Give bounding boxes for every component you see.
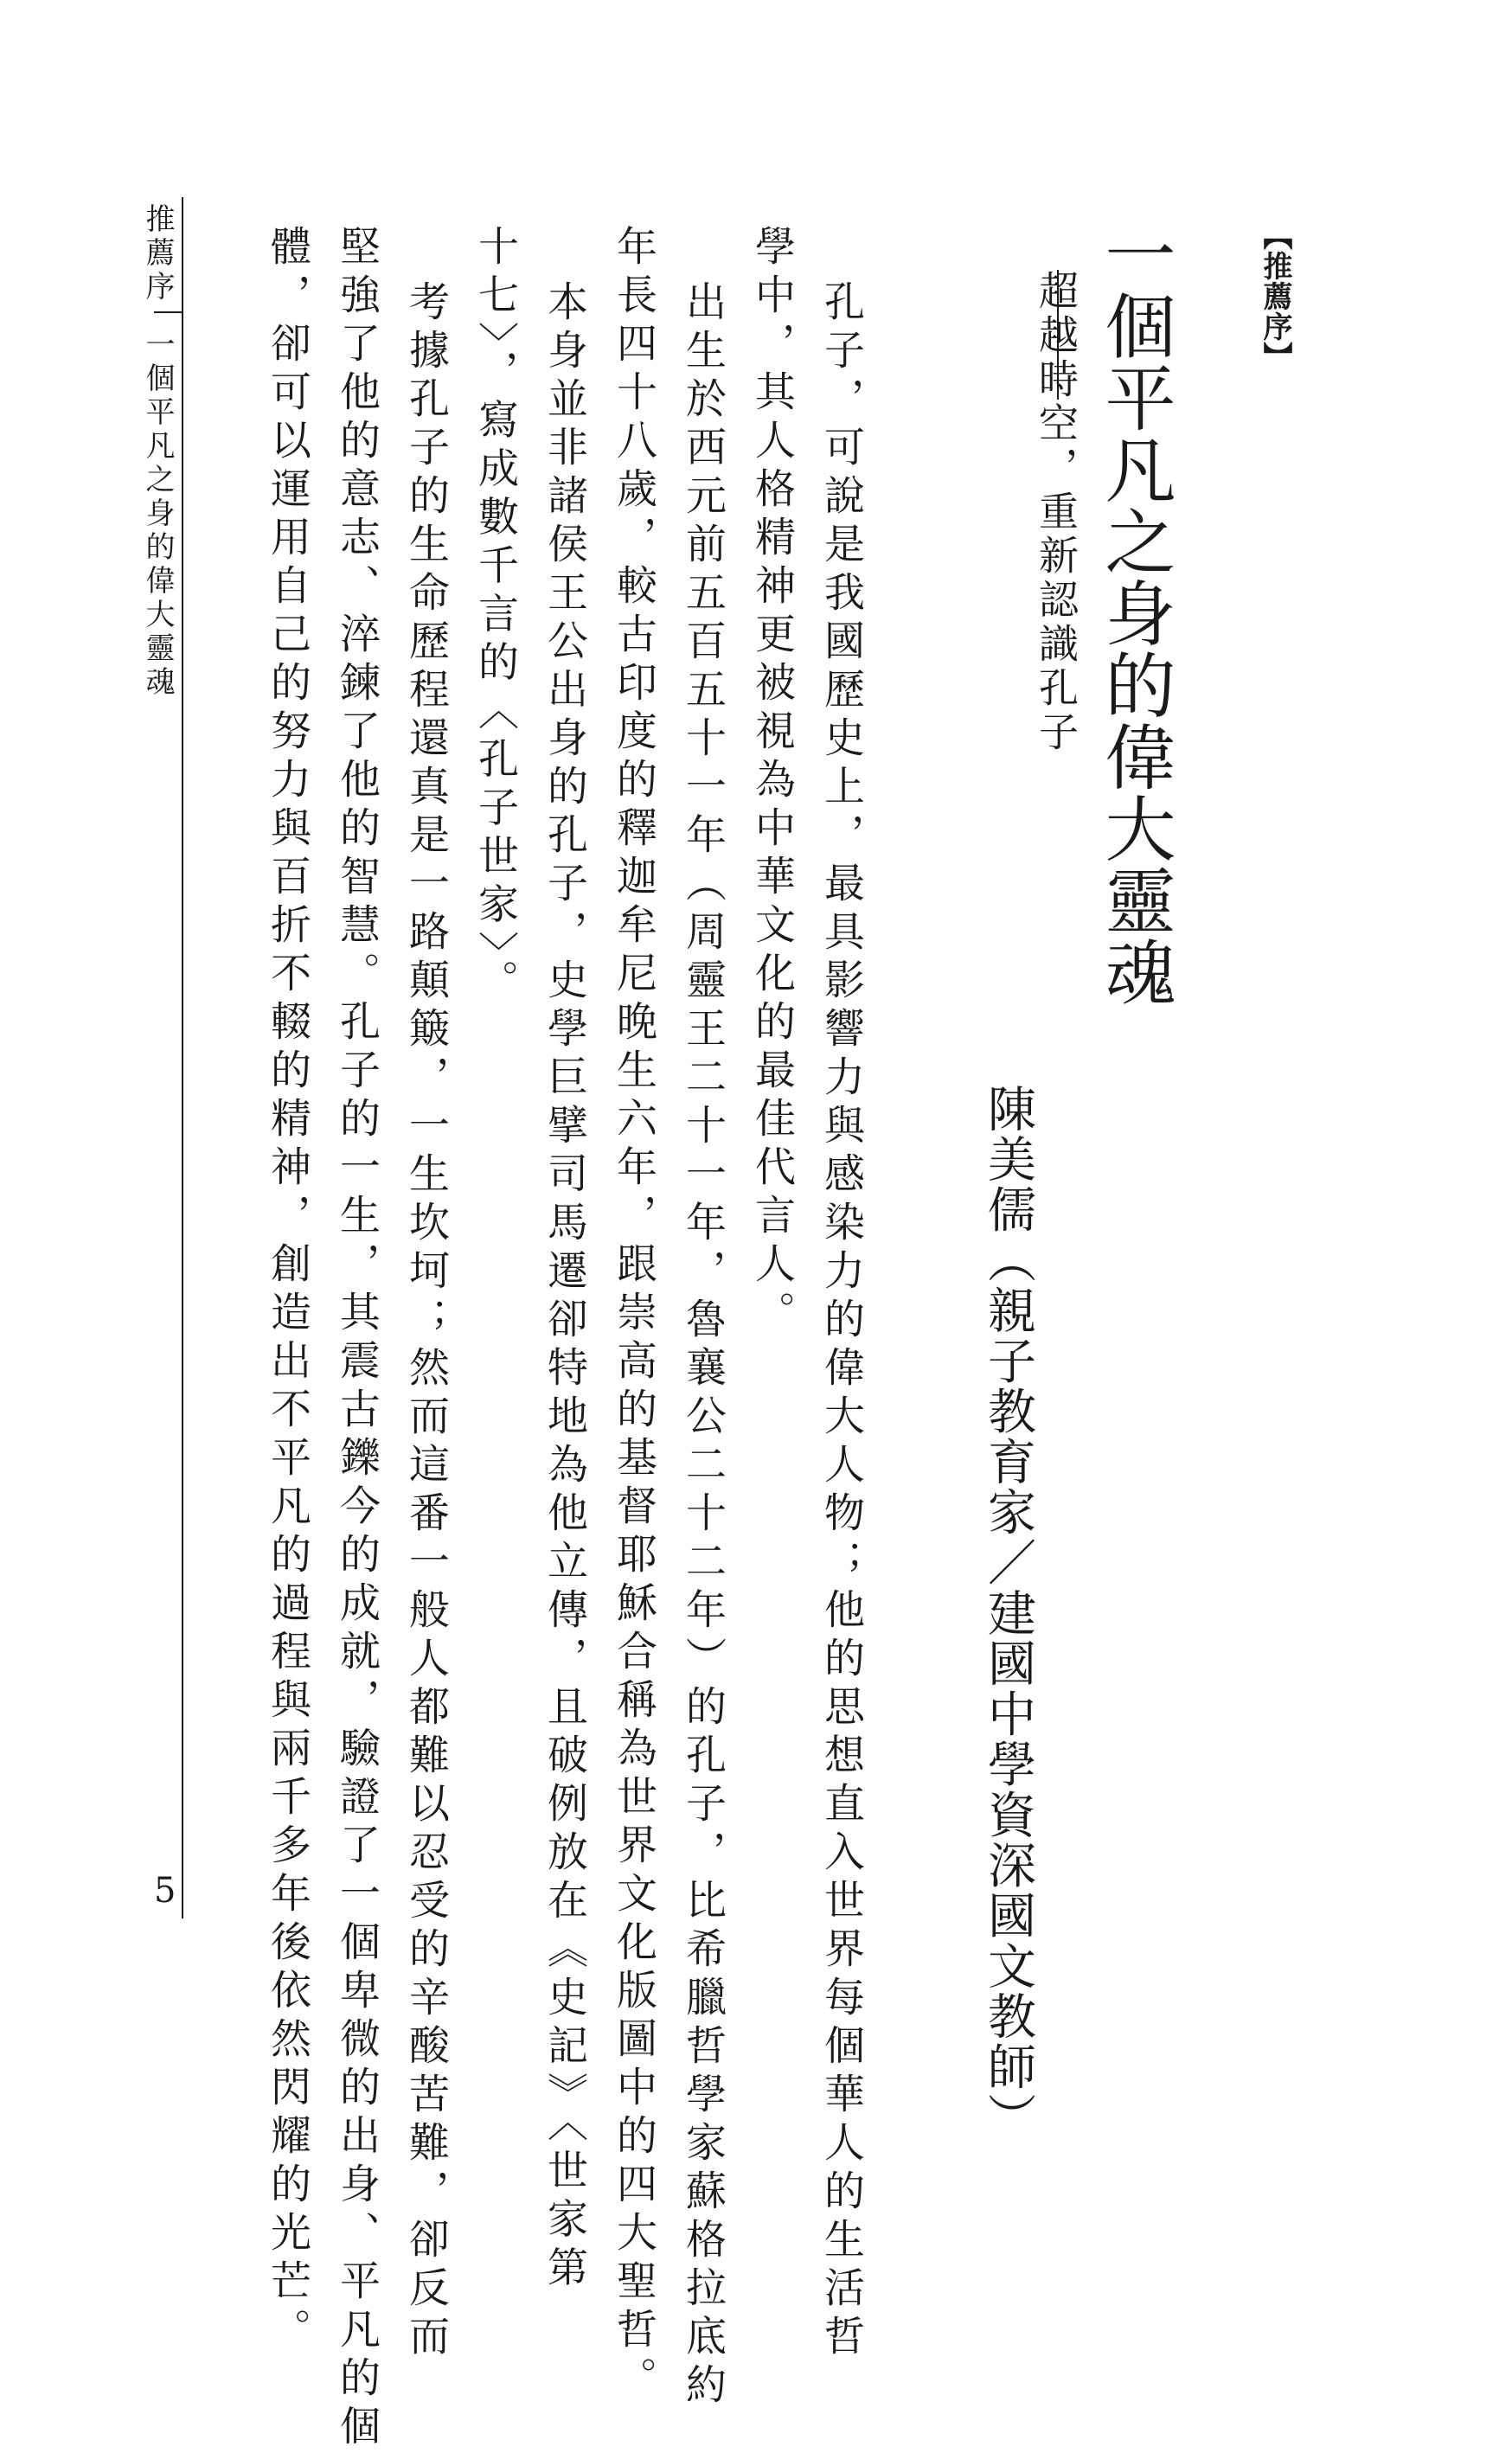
footer-rule-tick xyxy=(154,311,183,313)
body-line: 體，卻可以運用自己的努力與百折不輟的精神，創造出不平凡的過程與兩千多年後依然閃耀的光芒。 xyxy=(264,225,311,2356)
page-title: 一個平凡之身的偉大靈魂 xyxy=(1093,218,1176,1008)
section-label: 【推薦序】 xyxy=(1258,221,1292,372)
body-line: 學中，其人格精神更被視為中華文化的最佳代言人。 xyxy=(748,225,796,1339)
author-byline: 陳美儒（親子教育家／建國中學資深國文教師） xyxy=(980,1084,1036,2143)
footer-rule xyxy=(182,197,183,1918)
body-line: 本身並非諸侯王公出身的孔子，史學巨擘司馬遷卻特地為他立傳，且破例放在《史記》〈世家第 xyxy=(541,280,588,2295)
body-line: 年長四十八歲，較古印度的釋迦牟尼晚生六年，跟崇高的基督耶穌合稱為世界文化版圖中的四大聖哲。 xyxy=(610,225,657,2405)
page-number: 5 xyxy=(154,1871,176,1911)
body-line: 孔子，可說是我國歷史上，最具影響力與感染力的偉大人物；他的思想直入世界每個華人的生活哲 xyxy=(817,280,865,2363)
body-line: 十七〉，寫成數千言的〈孔子世家〉。 xyxy=(471,225,519,1008)
body-line: 出生於西元前五百五十一年（周靈王二十一年，魯襄公二十二年）的孔子，比希臘哲學家蘇格拉底約 xyxy=(679,280,727,2411)
footer-chapter-title: 一個平凡之身的偉大靈魂 xyxy=(140,329,175,700)
body-line: 堅強了他的意志、淬鍊了他的智慧。孔子的一生，其震古鑠今的成就，驗證了一個卑微的出身、平凡的個 xyxy=(333,225,381,2453)
body-line: 考據孔子的生命歷程還真是一路顛簸，一生坎坷；然而這番一般人都難以忍受的辛酸苦難，卻反而 xyxy=(402,280,450,2363)
subtitle: 超越時空，重新認識孔子 xyxy=(1033,270,1080,755)
footer-section: 推薦序 xyxy=(140,203,175,304)
